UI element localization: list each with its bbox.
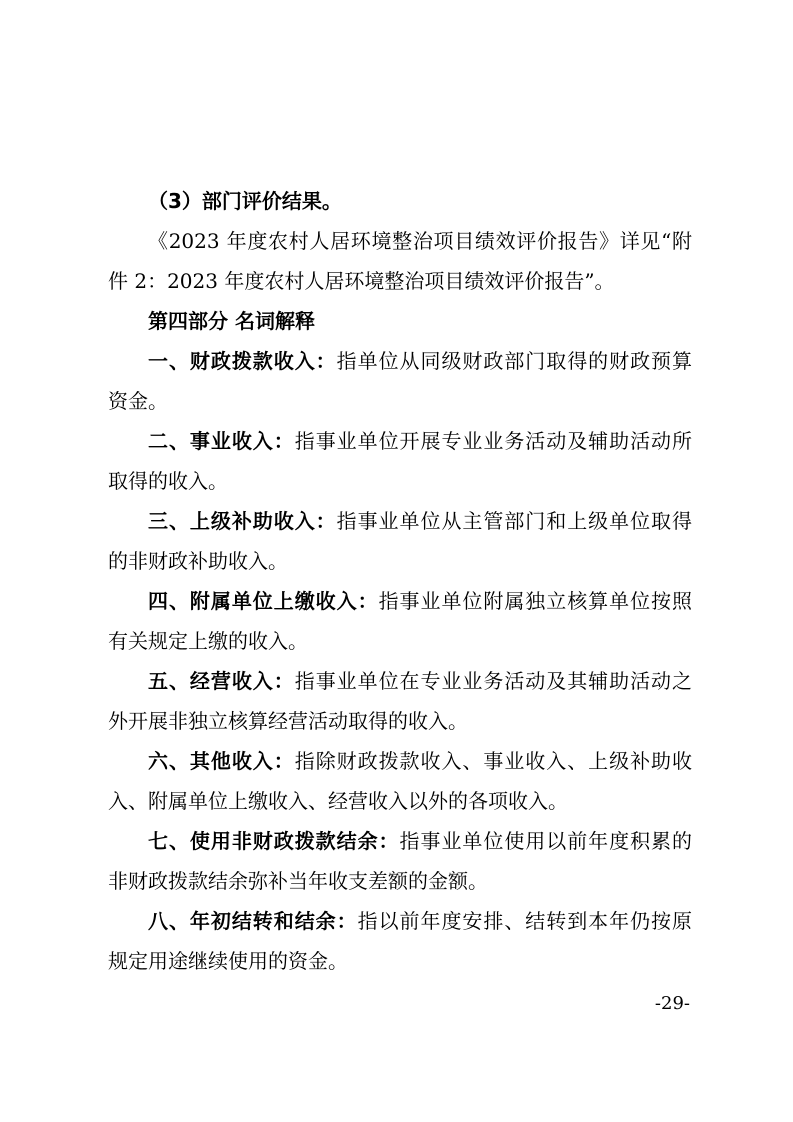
term-continuation: 的非财政补助收入。 (108, 549, 288, 573)
term-continuation: 资金。 (108, 389, 168, 413)
term-definition: 指单位从同级财政部门取得的财政预算 (336, 349, 693, 373)
term-definition: 指事业单位开展专业业务活动及辅助活动所 (294, 429, 693, 453)
term-label: 六、其他收入： (148, 749, 295, 773)
term-definition: 指事业单位使用以前年度积累的 (399, 829, 693, 853)
term-definition: 指除财政拨款收入、事业收入、上级补助收 (294, 749, 693, 773)
term-continuation: 外开展非独立核算经营活动取得的收入。 (108, 709, 468, 733)
paragraph-line: 《2023 年度农村人居环境整治项目绩效评价报告》详见“附 (148, 229, 692, 253)
term-label: 三、上级补助收入： (148, 509, 337, 533)
term-continuation: 非财政拨款结余弥补当年收支差额的金额。 (108, 869, 488, 893)
term-label: 七、使用非财政拨款结余： (148, 829, 400, 853)
term-continuation: 入、附属单位上缴收入、经营收入以外的各项收入。 (108, 789, 568, 813)
term-first-line (148, 828, 692, 854)
term-label: 四、附属单位上缴收入： (148, 589, 379, 613)
term-continuation: 有关规定上缴的收入。 (108, 629, 308, 653)
term-first-line (148, 508, 692, 534)
term-label: 二、事业收入： (148, 429, 295, 453)
term-first-line (148, 428, 692, 454)
term-definition: 指事业单位附属独立核算单位按照 (378, 589, 693, 613)
term-first-line (148, 748, 692, 774)
term-continuation: 规定用途继续使用的资金。 (108, 949, 348, 973)
term-label: 八、年初结转和结余： (148, 909, 358, 933)
term-first-line (148, 588, 692, 614)
term-first-line (148, 668, 692, 694)
term-definition: 指事业单位从主管部门和上级单位取得 (336, 509, 693, 533)
term-definition: 指事业单位在专业业务活动及其辅助活动之 (294, 669, 693, 693)
section-heading: （3）部门评价结果。 (148, 189, 342, 213)
page-number: -29- (654, 993, 690, 1014)
part-title: 第四部分 名词解释 (148, 309, 315, 333)
term-label: 五、经营收入： (148, 669, 295, 693)
term-definition: 指以前年度安排、结转到本年仍按原 (357, 909, 693, 933)
term-continuation: 取得的收入。 (108, 469, 228, 493)
paragraph-line: 件 2：2023 年度农村人居环境整治项目绩效评价报告”。 (108, 269, 615, 293)
term-label: 一、财政拨款收入： (148, 349, 337, 373)
term-first-line (148, 908, 692, 934)
term-first-line (148, 348, 692, 374)
